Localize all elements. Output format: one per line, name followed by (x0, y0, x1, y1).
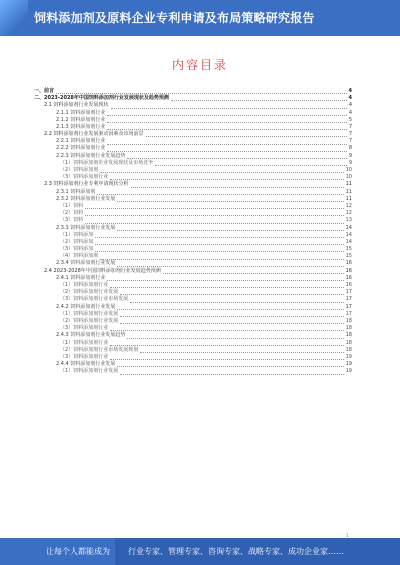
toc-leader-dots (140, 347, 343, 353)
toc-leader-dots (97, 189, 343, 195)
toc-entry[interactable] (34, 268, 352, 275)
toc-leader-dots (130, 297, 343, 303)
toc-entry-title: （2）饲料添加剂行业发展 (60, 289, 119, 296)
toc-entry-title: 2.1.1 饲料添加剂行业 (56, 109, 106, 116)
toc-entry-title: 2.1 饲料添加剂行业发展现状 (44, 102, 109, 109)
toc-entry-page: 4 (348, 102, 352, 109)
toc-entry-title: （1）饲料添加剂行业 (60, 282, 109, 289)
toc-entry-page: 9 (348, 159, 352, 166)
toc-leader-dots (107, 110, 347, 116)
toc-leader-dots (120, 318, 343, 324)
toc-entry[interactable] (34, 196, 352, 203)
toc-entry-page: 17 (345, 303, 352, 310)
toc-entry[interactable] (34, 189, 352, 196)
toc-entry-page: 15 (345, 253, 352, 260)
toc-entry[interactable] (34, 102, 352, 109)
toc-entry[interactable] (34, 296, 352, 303)
toc-entry[interactable] (34, 160, 352, 167)
toc-entry-page: 18 (345, 317, 352, 324)
toc-entry-page: 14 (345, 231, 352, 238)
toc-entry[interactable] (34, 304, 352, 311)
toc-entry-title: 一、前言 (34, 87, 55, 94)
toc-entry-page: 10 (345, 174, 352, 181)
toc-entry-title: 2.3.3 饲料添加剂行业发展 (56, 224, 116, 231)
toc-leader-dots (111, 103, 347, 109)
toc-leader-dots (155, 160, 347, 166)
toc-leader-dots (107, 146, 347, 152)
footer-tagline: 让每个人都能成为 (46, 547, 110, 556)
toc-entry-title: 2.3.4 饲料添加剂行业发展 (56, 260, 116, 267)
toc-entry-title: （1）饲料添加剂行业发展 (60, 368, 119, 375)
toc-title: 内容目录 (171, 58, 228, 72)
toc-entry[interactable] (34, 332, 352, 339)
toc-entry-page: 7 (348, 123, 352, 130)
toc-leader-dots (127, 333, 343, 339)
toc-leader-dots (117, 225, 343, 231)
toc-entry-page: 17 (345, 310, 352, 317)
toc-entry-page: 10 (345, 167, 352, 174)
toc-entry-page: 12 (345, 202, 352, 209)
toc-entry-title: 2.4.1 饲料添加剂行业 (56, 274, 106, 281)
toc-leader-dots (117, 361, 343, 367)
toc-leader-dots (120, 311, 343, 317)
toc-entry[interactable] (34, 311, 352, 318)
header-decoration (0, 0, 28, 36)
toc-entry-page: 16 (345, 267, 352, 274)
toc-entry-page: 11 (345, 181, 352, 188)
toc-entry-title: 2.1.2 饲料添加剂行业 (56, 116, 106, 123)
toc-leader-dots (56, 88, 347, 94)
toc-leader-dots (120, 289, 343, 295)
toc-leader-dots (171, 95, 347, 101)
toc-entry-page: 9 (348, 152, 352, 159)
toc-leader-dots (127, 153, 346, 159)
toc-entry[interactable] (34, 261, 352, 268)
toc-entry-page: 18 (345, 346, 352, 353)
toc-leader-dots (95, 246, 343, 252)
toc-entry-page: 12 (345, 210, 352, 217)
toc-leader-dots (110, 340, 343, 346)
report-title: 饲料添加剂及原料企业专利申请及布局策略研究报告 (34, 11, 315, 25)
toc-entry-page: 14 (345, 238, 352, 245)
toc-entry-page: 19 (345, 361, 352, 368)
toc-leader-dots (110, 282, 343, 288)
toc-leader-dots (117, 196, 343, 202)
toc-leader-dots (117, 261, 343, 267)
toc-entry-page: 13 (345, 217, 352, 224)
toc-leader-dots (107, 275, 343, 281)
toc-entry-title: 2.3 饲料添加剂行业专利申请现状分析 (44, 181, 129, 188)
toc-entry-page: 19 (345, 368, 352, 375)
toc-entry-title: （1）饲料添加剂行业 (60, 339, 109, 346)
toc-leader-dots (110, 174, 343, 180)
page-number: 1 (346, 533, 349, 538)
toc-entry-title: 2.3.2 饲料添加剂行业发展 (56, 195, 116, 202)
toc-entry-title: （1）饲料添加剂企业发展现状及市场竞争 (60, 159, 154, 166)
toc-entry[interactable] (34, 340, 352, 347)
toc-leader-dots (85, 218, 343, 224)
toc-entry[interactable] (34, 347, 352, 354)
toc-entry-title: （2）饲料 (60, 210, 84, 217)
toc-entry[interactable] (34, 153, 352, 160)
toc-entry[interactable] (34, 146, 352, 153)
toc-entry-page: 14 (345, 224, 352, 231)
toc-leader-dots (95, 232, 343, 238)
toc-entry-title: 2.4.3 饲料添加剂行业发展趋势 (56, 332, 126, 339)
toc-leader-dots (131, 182, 344, 188)
table-of-contents (34, 88, 352, 376)
toc-leader-dots (85, 210, 343, 216)
toc-entry-title: （2）饲料添加剂行业市场发展规划 (60, 346, 139, 353)
toc-entry[interactable] (34, 232, 352, 239)
toc-entry-page: 7 (348, 131, 352, 138)
toc-entry[interactable] (34, 275, 352, 282)
toc-entry-page: 7 (348, 138, 352, 145)
toc-entry-page: 17 (345, 289, 352, 296)
toc-entry-title: （3）饲料添加剂行业市场发展 (60, 296, 129, 303)
toc-entry-page: 5 (348, 116, 352, 123)
toc-entry-page: 18 (345, 339, 352, 346)
toc-entry-title: 2.4.2 饲料添加剂行业发展 (56, 303, 116, 310)
footer-slogan: 行业专家、管理专家、咨询专家、战略专家、成功企业家…… (128, 547, 344, 556)
toc-entry[interactable] (34, 110, 352, 117)
toc-entry-page: 16 (345, 282, 352, 289)
toc-entry-title: 2.2.3 饲料添加剂行业发展趋势 (56, 152, 126, 159)
toc-entry-title: 二、2023-2028年中国饲料添加剂行业发展现状及趋势预测 (34, 95, 169, 102)
toc-entry-title: （3）饲料添加剂行业 (60, 325, 109, 332)
toc-entry-page: 4 (348, 109, 352, 116)
toc-leader-dots (107, 124, 347, 130)
toc-entry-title: 2.3.1 饲料添加剂 (56, 188, 96, 195)
toc-entry-title: 2.2.1 饲料添加剂行业 (56, 138, 106, 145)
toc-entry-title: （1）饲料添加剂行业发展 (60, 310, 119, 317)
toc-entry-page: 16 (345, 274, 352, 281)
toc-entry-page: 18 (345, 325, 352, 332)
toc-leader-dots (107, 139, 347, 145)
toc-leader-dots (95, 239, 343, 245)
toc-leader-dots (117, 304, 343, 310)
toc-entry-page: 11 (345, 188, 352, 195)
toc-entry-title: 2.1.3 饲料添加剂行业 (56, 123, 106, 130)
toc-entry-title: （2）饲料添加 (60, 238, 94, 245)
toc-leader-dots (100, 254, 343, 260)
toc-leader-dots (107, 117, 347, 123)
toc-entry-page: 11 (345, 195, 352, 202)
toc-entry-title: （1）饲料 (60, 202, 84, 209)
toc-entry-title: （3）饲料 (60, 217, 84, 224)
toc-leader-dots (110, 325, 343, 331)
toc-entry-title: （4）饲料添加剂 (60, 253, 99, 260)
toc-entry[interactable] (34, 217, 352, 224)
toc-entry-title: （3）饲料添加剂行业 (60, 353, 109, 360)
toc-entry[interactable] (34, 117, 352, 124)
toc-entry[interactable] (34, 225, 352, 232)
toc-entry[interactable] (34, 368, 352, 375)
toc-entry-title: （3）饲料添加 (60, 246, 94, 253)
toc-leader-dots (85, 203, 343, 209)
toc-entry-title: （2）饲料添加剂 (60, 167, 99, 174)
toc-entry-title: 2.2.2 饲料添加剂行业 (56, 145, 106, 152)
toc-entry-title: （2）饲料添加剂行业发展 (60, 317, 119, 324)
toc-entry-page: 4 (348, 87, 352, 94)
toc-leader-dots (146, 131, 347, 137)
toc-entry-title: 2.2 饲料添加剂行业发展驱动因素及市场前景 (44, 131, 144, 138)
toc-entry[interactable] (34, 181, 352, 188)
toc-entry-title: （1）饲料添加 (60, 231, 94, 238)
toc-entry-title: 2.4 2023-2028年中国饲料添加剂行业发展趋势预测 (44, 267, 161, 274)
toc-leader-dots (120, 369, 343, 375)
toc-entry-page: 16 (345, 260, 352, 267)
toc-leader-dots (110, 354, 343, 360)
toc-entry-title: 2.4.4 饲料添加剂行业发展 (56, 361, 116, 368)
toc-entry-page: 17 (345, 296, 352, 303)
toc-leader-dots (163, 268, 344, 274)
toc-entry-page: 18 (345, 332, 352, 339)
toc-entry-page: 19 (345, 353, 352, 360)
toc-entry-title: （3）饲料添加剂行业 (60, 174, 109, 181)
toc-leader-dots (100, 167, 343, 173)
toc-entry-page: 8 (348, 145, 352, 152)
toc-entry-page: 15 (345, 246, 352, 253)
toc-entry-page: 4 (348, 95, 352, 102)
